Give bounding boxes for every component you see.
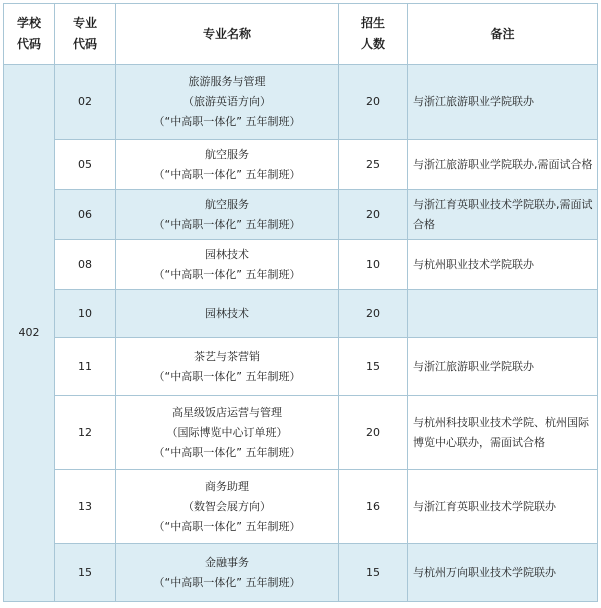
major-name-cell: 航空服务 （“中高职一体化” 五年制班） bbox=[116, 140, 339, 190]
remark-cell: 与杭州科技职业技术学院、杭州国际博览中心联办，需面试合格 bbox=[408, 396, 598, 470]
enroll-count-cell: 20 bbox=[339, 290, 408, 338]
table-row bbox=[4, 470, 598, 544]
header-school-code: 学校 代码 bbox=[4, 4, 55, 65]
remark-cell: 与浙江旅游职业学院联办 bbox=[408, 338, 598, 396]
table-row bbox=[4, 338, 598, 396]
enroll-count-cell: 20 bbox=[339, 65, 408, 140]
table-row bbox=[4, 290, 598, 338]
major-code-cell: 13 bbox=[55, 470, 116, 544]
major-name-cell: 商务助理 （数智会展方向） （“中高职一体化” 五年制班） bbox=[116, 470, 339, 544]
remark-cell: 与杭州职业技术学院联办 bbox=[408, 240, 598, 290]
major-name-cell: 茶艺与茶营销 （“中高职一体化” 五年制班） bbox=[116, 338, 339, 396]
major-code-cell: 05 bbox=[55, 140, 116, 190]
table-row bbox=[4, 544, 598, 602]
major-code-cell: 11 bbox=[55, 338, 116, 396]
enrollment-table bbox=[3, 3, 598, 602]
remark-cell: 与浙江旅游职业学院联办 bbox=[408, 65, 598, 140]
major-name-cell: 高星级饭店运营与管理 （国际博览中心订单班） （“中高职一体化” 五年制班） bbox=[116, 396, 339, 470]
header-major-code: 专业 代码 bbox=[55, 4, 116, 65]
major-code-cell: 10 bbox=[55, 290, 116, 338]
major-name-cell: 金融事务 （“中高职一体化” 五年制班） bbox=[116, 544, 339, 602]
major-name-cell: 园林技术 bbox=[116, 290, 339, 338]
major-name-cell: 旅游服务与管理 （旅游英语方向） （“中高职一体化” 五年制班） bbox=[116, 65, 339, 140]
table-row bbox=[4, 65, 598, 140]
major-code-cell: 15 bbox=[55, 544, 116, 602]
enroll-count-cell: 15 bbox=[339, 544, 408, 602]
enroll-count-cell: 10 bbox=[339, 240, 408, 290]
major-code-cell: 08 bbox=[55, 240, 116, 290]
remark-cell: 与浙江育英职业技术学院联办 bbox=[408, 470, 598, 544]
enroll-count-cell: 20 bbox=[339, 190, 408, 240]
major-code-cell: 12 bbox=[55, 396, 116, 470]
major-name-cell: 园林技术 （“中高职一体化” 五年制班） bbox=[116, 240, 339, 290]
remark-cell bbox=[408, 290, 598, 338]
header-enroll-count: 招生 人数 bbox=[339, 4, 408, 65]
table-row bbox=[4, 396, 598, 470]
remark-cell: 与杭州万向职业技术学院联办 bbox=[408, 544, 598, 602]
remark-cell: 与浙江育英职业技术学院联办,需面试合格 bbox=[408, 190, 598, 240]
major-code-cell: 06 bbox=[55, 190, 116, 240]
enroll-count-cell: 25 bbox=[339, 140, 408, 190]
remark-cell: 与浙江旅游职业学院联办,需面试合格 bbox=[408, 140, 598, 190]
major-name-cell: 航空服务 （“中高职一体化” 五年制班） bbox=[116, 190, 339, 240]
enroll-count-cell: 15 bbox=[339, 338, 408, 396]
table-row bbox=[4, 240, 598, 290]
header-major-name: 专业名称 bbox=[116, 4, 339, 65]
header-remark: 备注 bbox=[408, 4, 598, 65]
school-code-cell: 402 bbox=[4, 65, 55, 602]
table-row bbox=[4, 190, 598, 240]
table-row bbox=[4, 140, 598, 190]
enroll-count-cell: 16 bbox=[339, 470, 408, 544]
enroll-count-cell: 20 bbox=[339, 396, 408, 470]
major-code-cell: 02 bbox=[55, 65, 116, 140]
